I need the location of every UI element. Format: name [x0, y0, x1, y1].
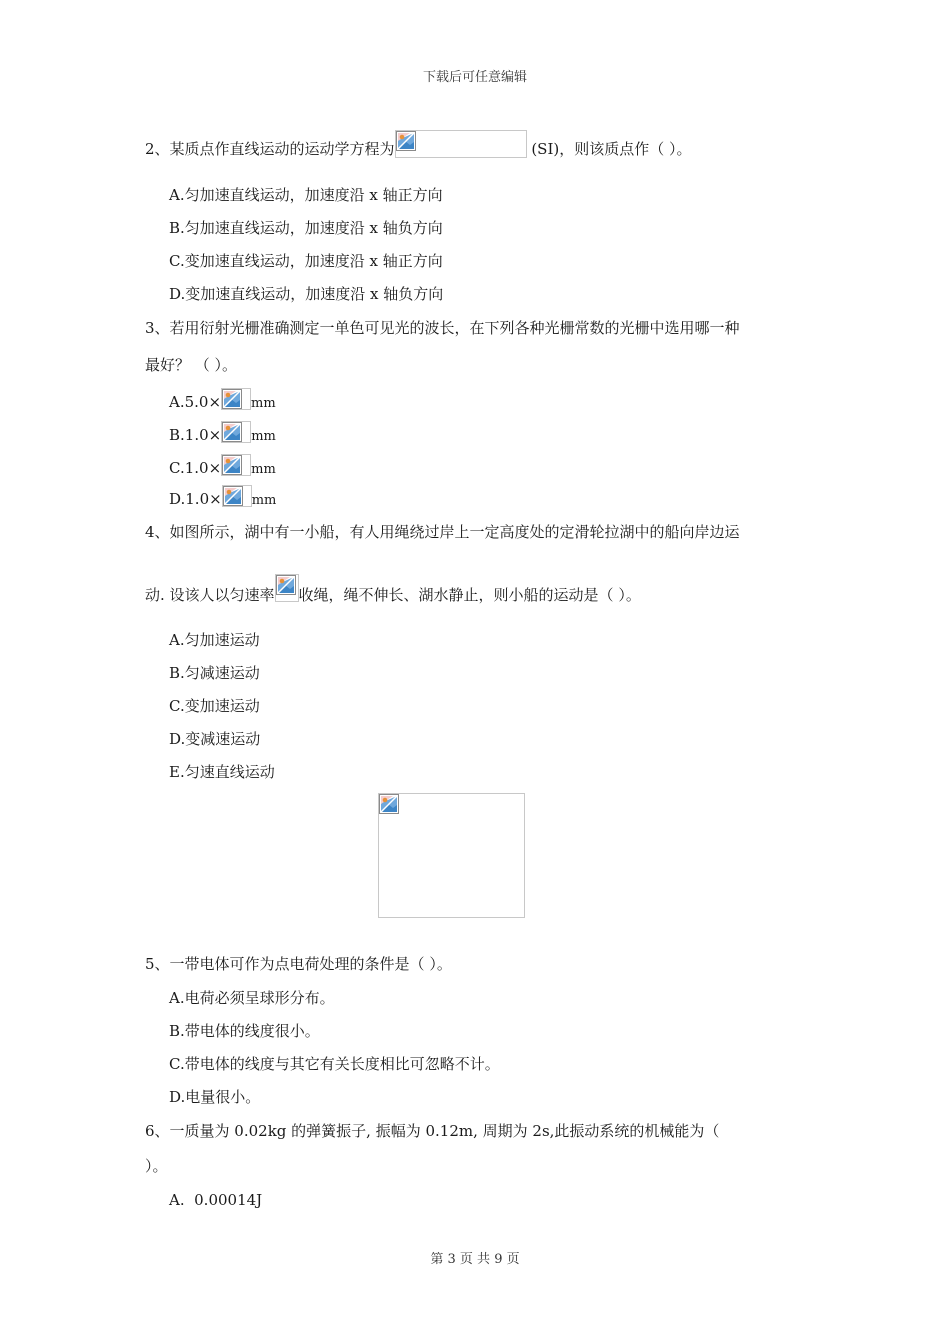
page-header: 下载后可任意编辑 [422, 70, 527, 85]
exponent-image [221, 454, 251, 476]
question-4-stem-line2: 动. 设该人以匀速率 收绳，绳不伸长、湖水静止，则小船的运动是（ ）。 [145, 582, 641, 610]
q4-option-d: D.变减速运动 [169, 730, 261, 748]
broken-image-icon [276, 575, 296, 595]
q6-option-a: A. 0.00014J [169, 1191, 263, 1209]
equation-image [395, 130, 527, 158]
question-3-stem-line2: 最好？ （ ）。 [145, 356, 238, 374]
question-2-stem: 2、某质点作直线运动的运动学方程为 (SI)，则该质点作（ ）。 [145, 136, 692, 164]
broken-image-icon [222, 422, 242, 442]
q5-option-c: C.带电体的线度与其它有关长度相比可忽略不计。 [169, 1055, 500, 1073]
q4-option-b: B.匀减速运动 [169, 664, 260, 682]
broken-image-icon [379, 794, 399, 814]
broken-image-icon [222, 455, 242, 475]
q3-option-d: D.1.0× mm [169, 489, 276, 511]
q4-option-e: E.匀速直线运动 [169, 763, 275, 781]
rate-symbol-image [275, 574, 299, 602]
q3-option-c: C.1.0× mm [169, 458, 276, 480]
question-3-stem-line1: 3、若用衍射光栅准确测定一单色可见光的波长，在下列各种光栅常数的光栅中选用哪一种 [145, 319, 740, 337]
broken-image-icon [396, 131, 416, 151]
exponent-image [221, 421, 251, 443]
question-6-stem-line1: 6、一质量为 0.02kg 的弹簧振子, 振幅为 0.12m, 周期为 2s,此振动系统的机械能为（ [145, 1122, 720, 1140]
q2-option-b: B.匀加速直线运动，加速度沿 x 轴负方向 [169, 219, 443, 237]
boat-figure-image [378, 793, 525, 918]
exponent-image [222, 485, 252, 507]
question-4-stem-line1: 4、如图所示，湖中有一小船，有人用绳绕过岸上一定高度处的定滑轮拉湖中的船向岸边运 [145, 523, 740, 541]
q4-option-c: C.变加速运动 [169, 697, 260, 715]
page-footer: 第 3 页 共 9 页 [430, 1252, 520, 1267]
q5-option-b: B.带电体的线度很小。 [169, 1022, 320, 1040]
q3-option-a: A.5.0× mm [169, 392, 276, 414]
broken-image-icon [222, 389, 242, 409]
question-5-stem: 5、一带电体可作为点电荷处理的条件是（ ）。 [145, 955, 452, 973]
q5-option-d: D.电量很小。 [169, 1088, 261, 1106]
q5-option-a: A.电荷必须呈球形分布。 [169, 989, 335, 1007]
exponent-image [221, 388, 251, 410]
question-6-stem-line2: ）。 [145, 1157, 168, 1175]
broken-image-icon [223, 486, 243, 506]
q4-option-a: A.匀加速运动 [169, 631, 260, 649]
q2-option-c: C.变加速直线运动，加速度沿 x 轴正方向 [169, 252, 443, 270]
q2-option-d: D.变加速直线运动，加速度沿 x 轴负方向 [169, 285, 444, 303]
q3-option-b: B.1.0× mm [169, 425, 276, 447]
q2-option-a: A.匀加速直线运动，加速度沿 x 轴正方向 [169, 186, 443, 204]
